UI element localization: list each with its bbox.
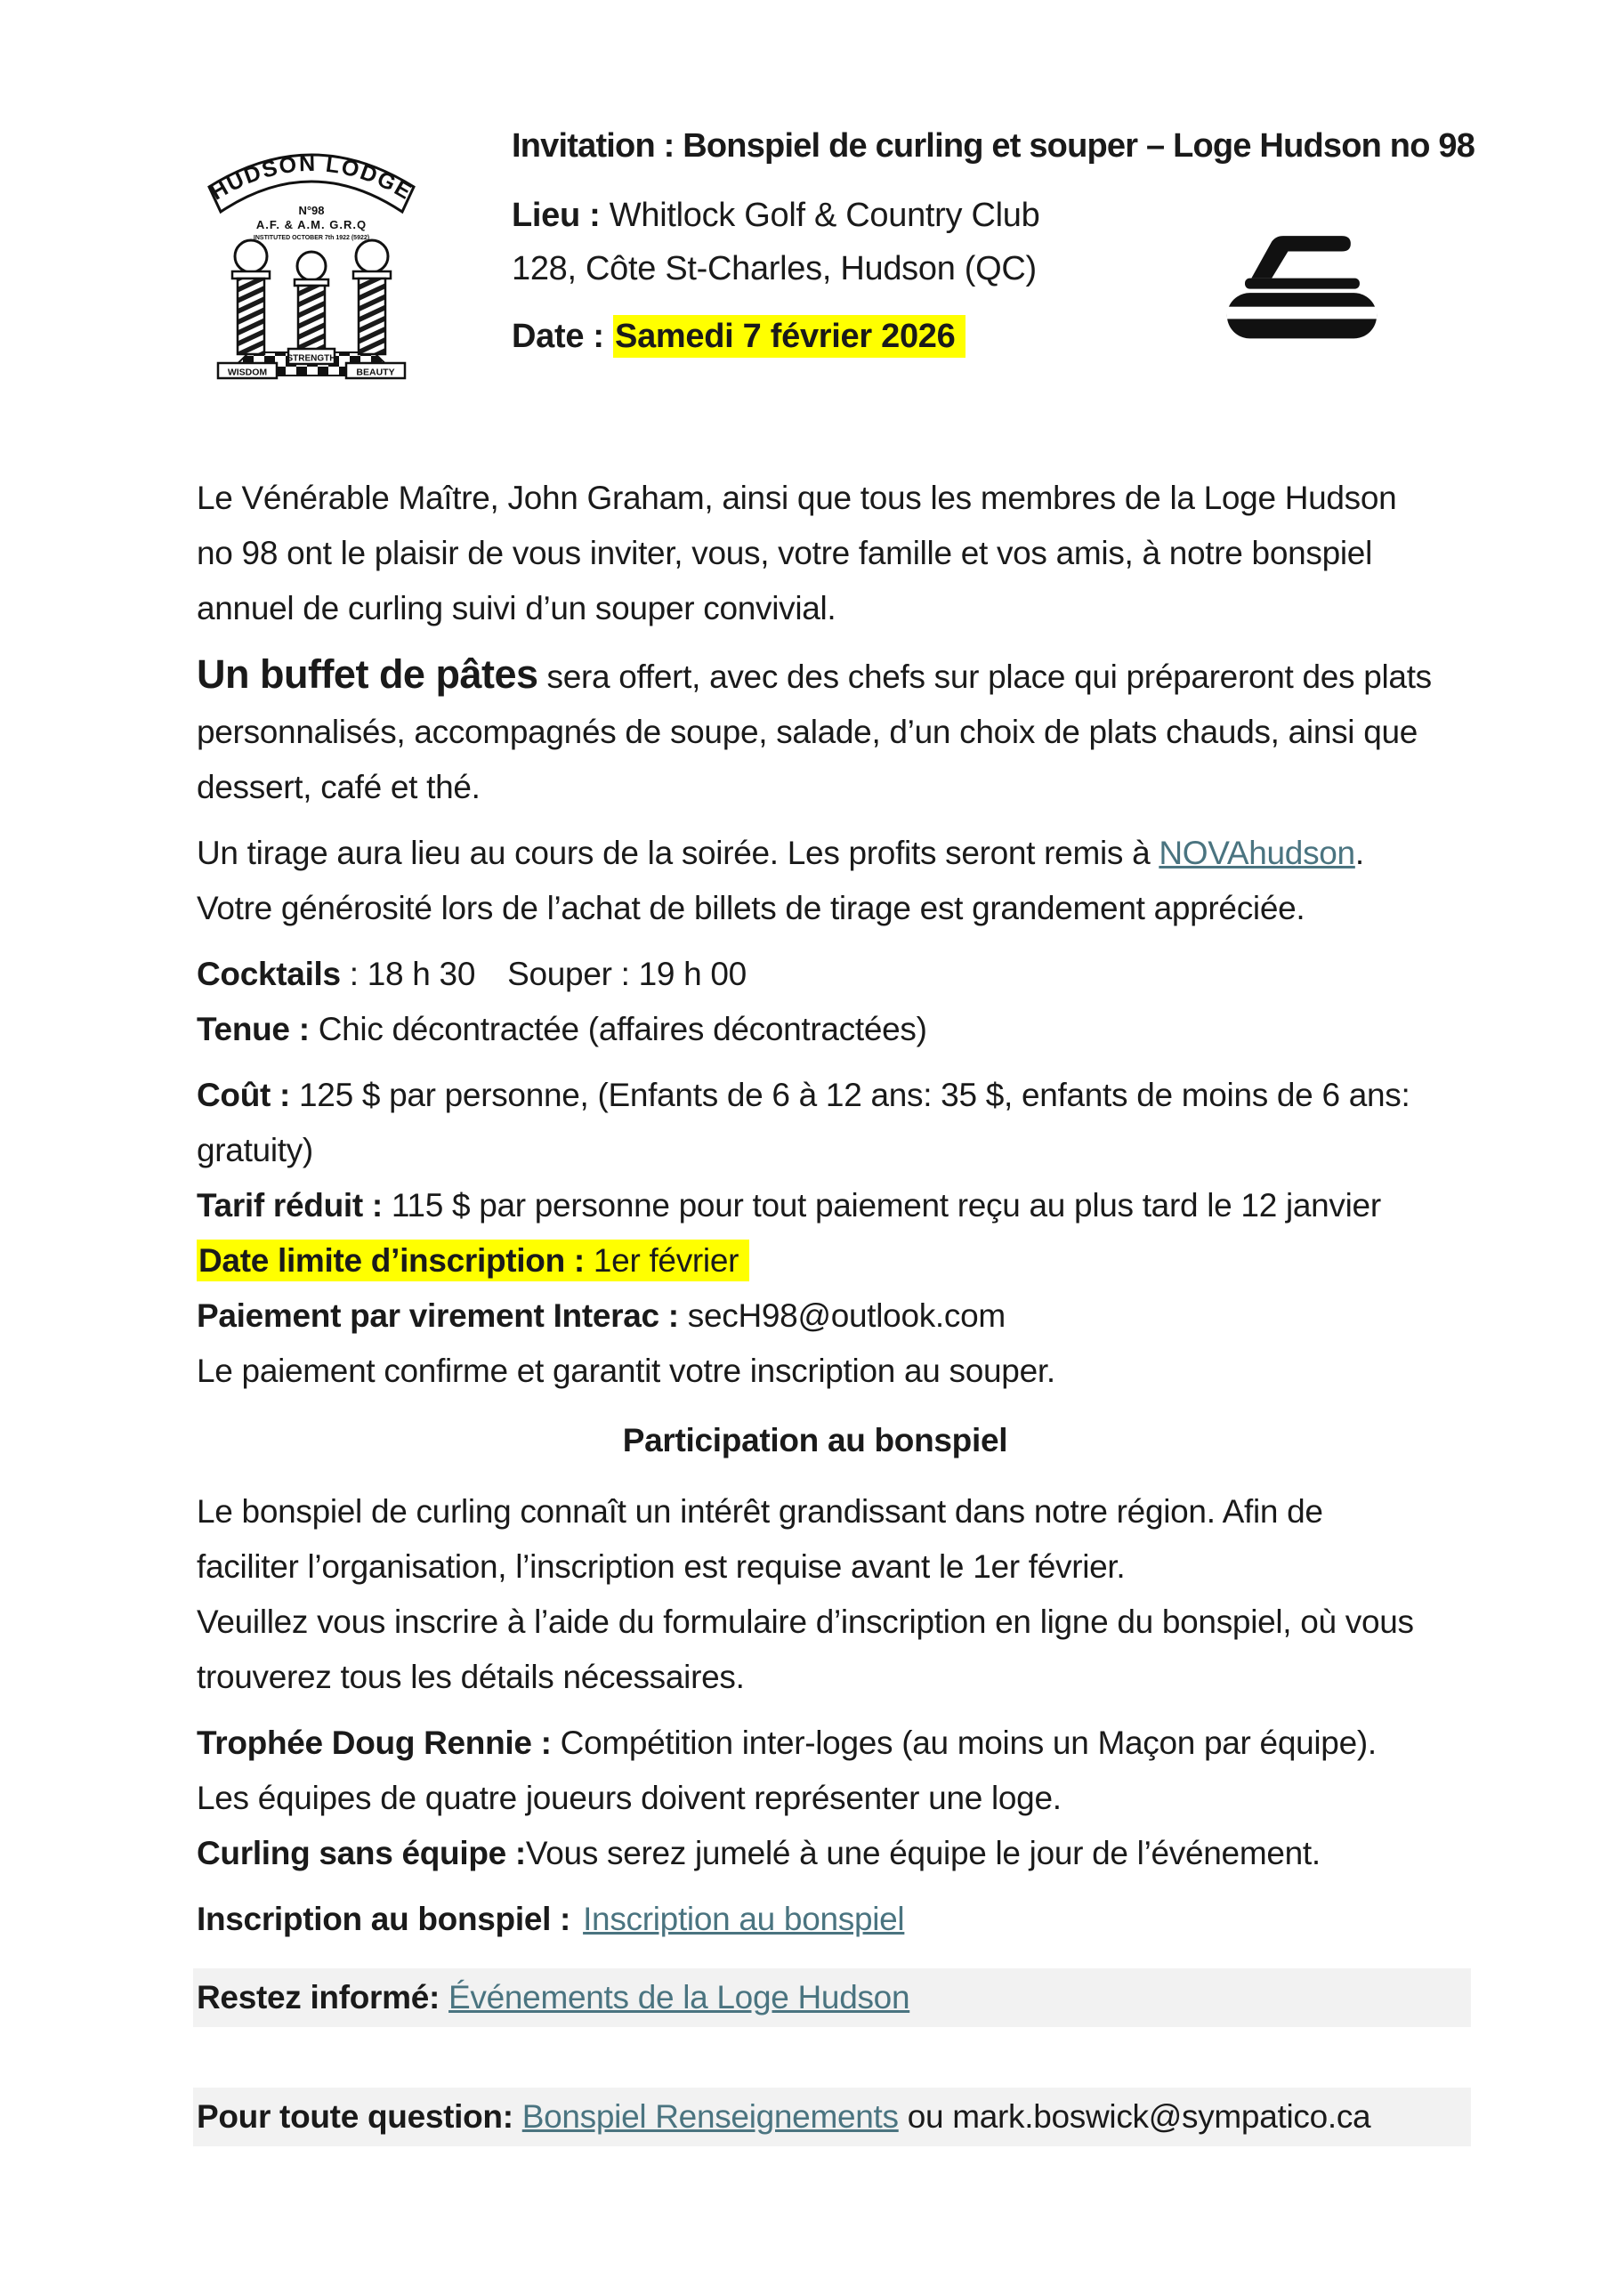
cocktails-line bbox=[197, 947, 1434, 1002]
dresscode-line bbox=[197, 1002, 1434, 1057]
reduced-rate-label: Tarif réduit : bbox=[197, 1187, 383, 1224]
trophy-sentence bbox=[197, 1725, 1377, 1816]
logo-strength-label: STRENGTH bbox=[287, 353, 336, 364]
buffet-rest: sera offert, avec des chefs sur place qui prépareront des plats personnalisés, accompagnés de soupe, salade, d’un choix de plats chauds, ainsi que dessert, café et thé. bbox=[197, 658, 1432, 805]
curling-stone-glyph bbox=[1214, 228, 1390, 342]
no-team-line bbox=[197, 1826, 1434, 1881]
document-title: Invitation : Bonspiel de curling et souper – Loge Hudson no 98 bbox=[512, 127, 1475, 165]
dresscode-label: Tenue : bbox=[197, 1011, 310, 1047]
cocktails-time: : 18 h 30 bbox=[340, 956, 476, 992]
raffle-paragraph bbox=[197, 826, 1434, 936]
participation-text-1: Le bonspiel de curling connaît un intérêt grandissant dans notre région. Afin de faciliter l’organisation, l’inscription est requise avant le 1er février. bbox=[197, 1493, 1323, 1585]
souper-time: Souper : 19 h 00 bbox=[507, 956, 747, 992]
payment-label: Paiement par virement Interac : bbox=[197, 1297, 679, 1334]
buffet-lead: Un buffet de pâtes bbox=[197, 651, 538, 697]
trophy-label: Trophée Doug Rennie : bbox=[197, 1725, 552, 1761]
cost-label: Coût : bbox=[197, 1077, 291, 1113]
logo-wisdom-label: WISDOM bbox=[227, 367, 268, 378]
deadline-value: 1er février bbox=[584, 1242, 739, 1279]
venue-label: Lieu : bbox=[512, 197, 601, 234]
intro-paragraph: Le Vénérable Maître, John Graham, ainsi que tous les membres de la Loge Hudson no 98 ont le plaisir de vous inviter, vous, votre famille et vos amis, à notre bonspiel annuel de curling suivi d’un souper convivial. bbox=[197, 480, 1397, 626]
reduced-rate-value: 115 $ par personne pour tout paiement reçu au plus tard le 12 janvier bbox=[382, 1187, 1381, 1224]
raffle-text-before: Un tirage aura lieu au cours de la soirée. Les profits seront remis à bbox=[197, 835, 1159, 871]
schedule-block bbox=[197, 947, 1434, 1057]
logo-affiliation: A.F. & A.M. G.R.Q bbox=[255, 218, 368, 231]
curling-stone-icon bbox=[1214, 228, 1390, 342]
stay-informed-label: Restez informé: bbox=[197, 1979, 440, 2015]
document-body bbox=[197, 383, 1434, 2146]
questions-band bbox=[193, 2088, 1471, 2146]
payment-note-line: Le paiement confirme et garantit votre inscription au souper. bbox=[197, 1353, 1055, 1389]
logo-instituted: INSTITUTED OCTOBER 7th 1922 (5922) bbox=[253, 235, 370, 241]
registration-label: Inscription au bonspiel : bbox=[197, 1901, 571, 1937]
stay-informed-band bbox=[193, 1968, 1471, 2027]
registration-line bbox=[197, 1892, 1434, 1947]
participation-block bbox=[197, 1484, 1434, 1705]
pricing-block bbox=[197, 1068, 1434, 1399]
logo-banner-text: HUDSON LODGE bbox=[206, 150, 417, 206]
payment-line bbox=[197, 1288, 1434, 1344]
date-value-highlighted: Samedi 7 février 2026 bbox=[615, 318, 956, 355]
cost-line bbox=[197, 1068, 1434, 1178]
logo-number: N°98 bbox=[298, 204, 325, 217]
no-team-value: Vous serez jumelé à une équipe le jour de l’événement. bbox=[525, 1835, 1321, 1871]
bonspiel-info-link[interactable]: Bonspiel Renseignements bbox=[521, 2098, 899, 2135]
venue-value: Whitlock Golf & Country Club bbox=[600, 197, 1040, 234]
buffet-paragraph bbox=[197, 647, 1434, 815]
address-line: 128, Côte St-Charles, Hudson (QC) bbox=[512, 250, 1037, 287]
hudson-lodge-logo bbox=[199, 121, 424, 381]
no-team-label: Curling sans équipe : bbox=[197, 1835, 526, 1871]
reduced-rate-line bbox=[197, 1178, 1434, 1233]
deadline-label: Date limite d’inscription : bbox=[198, 1242, 585, 1279]
participation-heading: Participation au bonspiel bbox=[622, 1422, 1008, 1458]
cost-value: 125 $ par personne, (Enfants de 6 à 12 ans: 35 $, enfants de moins de 6 ans: gratuity) bbox=[197, 1077, 1410, 1168]
questions-email: ou mark.boswick@sympatico.ca bbox=[898, 2098, 1371, 2135]
date-label: Date : bbox=[512, 318, 614, 355]
raffle-text-after: . Votre générosité lors de l’achat de billets de tirage est grandement appréciée. bbox=[197, 835, 1364, 926]
participation-text-2: Veuillez vous inscrire à l’aide du formulaire d’inscription en ligne du bonspiel, où vous trouverez tous les détails nécessaires. bbox=[197, 1603, 1414, 1695]
deadline-line bbox=[197, 1233, 1434, 1288]
logo-beauty-label: BEAUTY bbox=[356, 367, 395, 378]
payment-email: secH98@outlook.com bbox=[678, 1297, 1006, 1334]
questions-label: Pour toute question: bbox=[197, 2098, 513, 2135]
registration-link[interactable]: Inscription au bonspiel bbox=[583, 1901, 905, 1937]
lodge-pillars-emblem bbox=[199, 121, 424, 381]
trophy-block bbox=[197, 1716, 1434, 1881]
dresscode-value: Chic décontractée (affaires décontractées) bbox=[309, 1011, 927, 1047]
lodge-events-link[interactable]: Événements de la Loge Hudson bbox=[448, 1979, 910, 2015]
cocktails-label: Cocktails bbox=[197, 956, 341, 992]
novahudson-link[interactable]: NOVAhudson bbox=[1159, 835, 1355, 871]
trophy-value: Compétition inter-loges (au moins un Maçon par équipe). Les équipes de quatre joueurs doivent représenter une loge. bbox=[197, 1725, 1377, 1816]
